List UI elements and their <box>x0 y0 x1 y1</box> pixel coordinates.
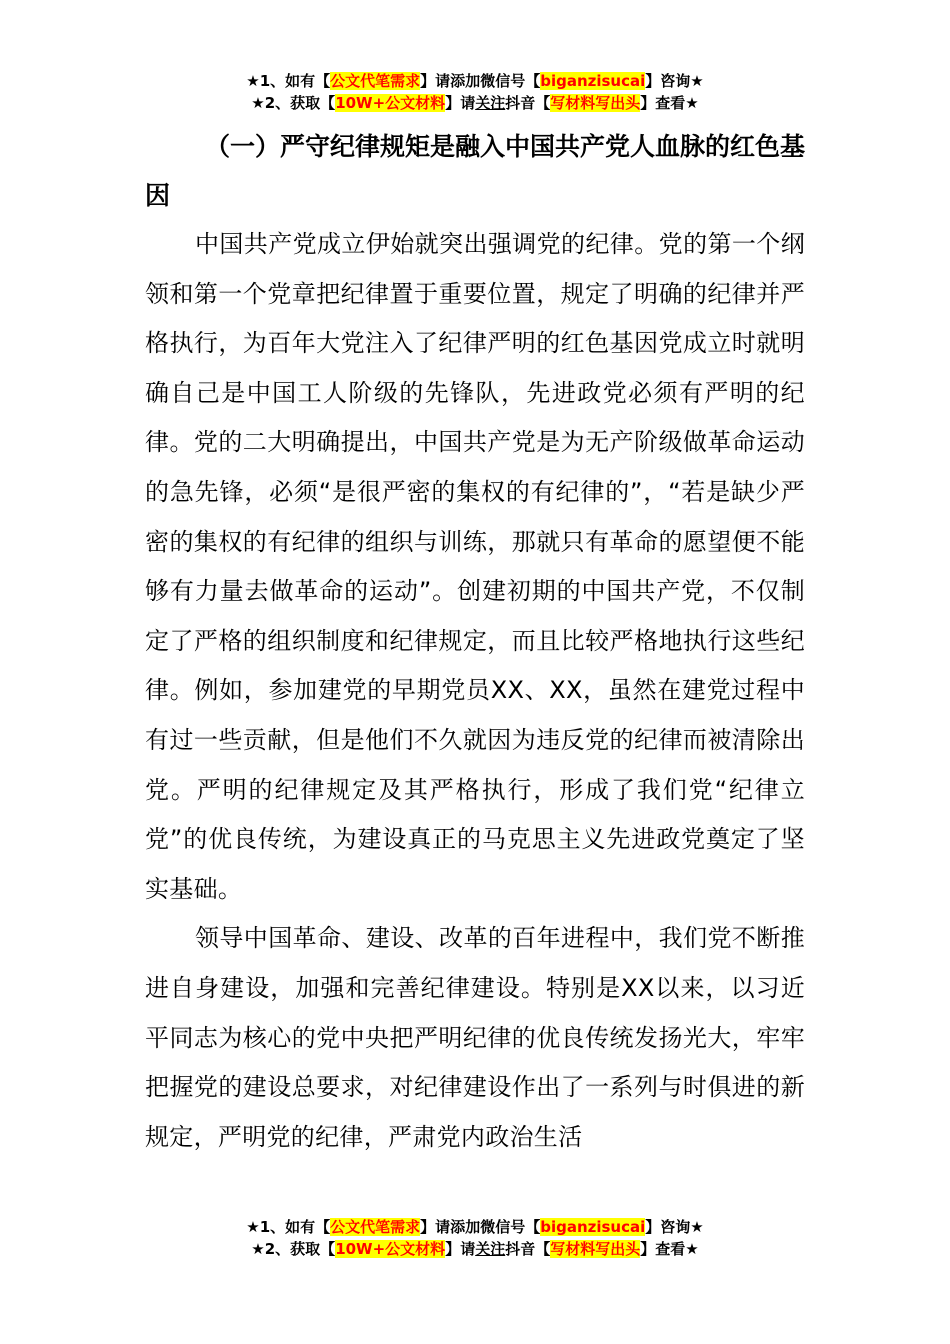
promo-text: 关注 <box>475 1240 506 1258</box>
promo-text: 关注 <box>475 94 506 112</box>
promo-text: 】查看★ <box>640 94 699 112</box>
promo-line-2 <box>0 92 950 114</box>
promo-line-2 <box>0 1238 950 1260</box>
promo-text: 】咨询★ <box>645 1218 704 1236</box>
promo-text: 】请 <box>445 1240 476 1258</box>
promo-highlight-douyin: 写材料写出头 <box>550 1240 641 1258</box>
promo-text: 】请添 <box>420 1218 466 1236</box>
promo-text: 】请添 <box>420 72 466 90</box>
promo-text: 加 <box>465 72 481 90</box>
promo-text: 抖音【 <box>505 94 551 112</box>
promo-text: ★2、获取【 <box>251 1240 336 1258</box>
promo-text: ★1、如有【 <box>246 1218 331 1236</box>
promo-line-1 <box>0 1216 950 1238</box>
promo-highlight: 公文代笔需求 <box>330 1218 421 1236</box>
promo-text: ★2、获取【 <box>251 94 336 112</box>
paragraph: 领导中国革命、建设、改革的百年进程中，我们党不断推进自身建设，加强和完善纪律建设。特别是XX以来，以习近平同志为核心的党中央把严明纪律的优良传统发扬光大，牢牢把握党的建设总要求，对纪律建设作出了一系列与时俱进的新规定，严明党的纪律，严肃党内政治生活 <box>145 924 805 1151</box>
promo-highlight-douyin: 写材料写出头 <box>550 94 641 112</box>
section-heading: （一）严守纪律规矩是融入中国共产党人血脉的红色基因 <box>145 132 806 210</box>
promo-highlight-wechat: biganzisucai <box>540 1218 646 1236</box>
header-promo <box>0 70 950 114</box>
promo-highlight: 公文代笔需求 <box>330 72 421 90</box>
promo-text: 】请 <box>445 94 476 112</box>
promo-highlight-wechat: biganzisucai <box>540 72 646 90</box>
promo-text: 微信号【 <box>480 1218 541 1236</box>
promo-text: 抖音【 <box>505 1240 551 1258</box>
promo-highlight: 10W+公文材料 <box>335 1240 446 1258</box>
promo-text: 微信号【 <box>480 72 541 90</box>
promo-line-1 <box>0 70 950 92</box>
footer-promo <box>0 1216 950 1260</box>
paragraph: 中国共产党成立伊始就突出强调党的纪律。党的第一个纲领和第一个党章把纪律置于重要位置，规定了明确的纪律并严格执行，为百年大党注入了纪律严明的红色基因党成立时就明确自己是中国工人阶级的先锋队，先进政党必须有严明的纪律。党的二大明确提出，中国共产党是为无产阶级做革命运动的急先锋，必须“是很严密的集权的有纪律的”，“若是缺少严密的集权的有纪律的组织与训练，那就只有革命的愿望便不能够有力量去做革命的运动”。创建初期的中国共产党，不仅制定了严格的组织制度和纪律规定，而且比较严格地执行这些纪律。例如，参加建党的早期党员XX、XX，虽然在建党过程中有过一些贡献，但是他们不久就因为违反党的纪律而被清除出党。严明的纪律规定及其严格执行，形成了我们党“纪律立党”的优良传统，为建设真正的马克思主义先进政党奠定了坚实基础。 <box>145 230 806 903</box>
promo-text: 加 <box>465 1218 481 1236</box>
promo-text: 】咨询★ <box>645 72 704 90</box>
promo-text: ★1、如有【 <box>246 72 331 90</box>
promo-text: 】查看★ <box>640 1240 699 1258</box>
document-body <box>145 122 805 1162</box>
promo-highlight: 10W+公文材料 <box>335 94 446 112</box>
